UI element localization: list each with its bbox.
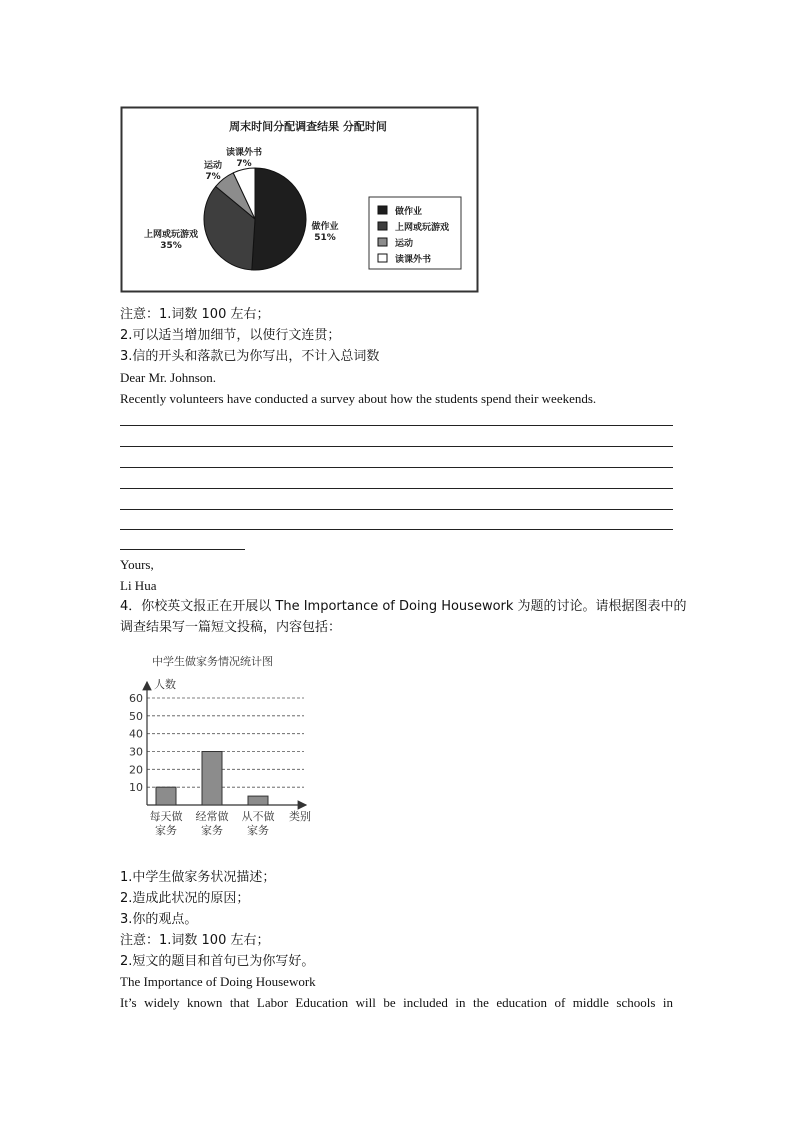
essay-first-sentence: It’s widely known that Labor Education will be included in the education of middle schools in [120, 995, 673, 1010]
pie-label-sports: 运动 [203, 161, 223, 171]
pie-chart-figure [120, 106, 480, 296]
bar-chart-grid [147, 698, 304, 787]
writing-line [120, 425, 673, 426]
note-word-count-2: 注意：1.词数 100 左右； [120, 933, 270, 948]
y-tick-label: 50 [129, 709, 143, 723]
content-point-2: 2.造成此状况的原因； [120, 891, 250, 906]
writing-line [120, 446, 673, 447]
pie-label-homework-pct: 51% [314, 233, 336, 243]
x-category-label: 每天做 [149, 810, 183, 823]
legend-swatch-reading [378, 254, 387, 262]
writing-line [120, 529, 673, 530]
x-category-label: 家务 [201, 824, 223, 837]
writing-line-short [120, 549, 245, 550]
x-category-label: 经常做 [195, 810, 229, 823]
pie-legend [369, 197, 461, 269]
pie-label-reading: 读课外书 [225, 148, 263, 158]
pie-label-internet-pct: 35% [160, 241, 182, 251]
letter-salutation: Dear Mr. Johnson. [120, 370, 217, 385]
legend-swatch-sports [378, 238, 387, 246]
legend-swatch-homework [378, 206, 387, 214]
pie-slices [204, 168, 306, 270]
writing-line [120, 509, 673, 510]
legend-swatch-internet [378, 222, 387, 230]
x-category-label: 家务 [247, 824, 269, 837]
pie-label-sports-pct: 7% [205, 172, 221, 182]
legend-label-internet: 上网或玩游戏 [395, 223, 450, 233]
note-letter-format: 3.信的开头和落款已为你写出，不计入总词数 [120, 349, 380, 364]
content-point-3: 3.你的观点。 [120, 912, 198, 927]
bar-chart-title: 中学生做家务情况统计图 [152, 655, 273, 668]
y-tick-label: 40 [129, 727, 143, 741]
note-title-given: 2.短文的题目和首句已为你写好。 [120, 954, 315, 969]
writing-line [120, 467, 673, 468]
bar-chart-xlabel: 类别 [289, 810, 311, 823]
pie-label-reading-pct: 7% [236, 159, 252, 169]
bar-chart-categories [150, 809, 275, 837]
bar-chart-bars [156, 752, 268, 806]
content-point-1: 1.中学生做家务状况描述； [120, 870, 276, 885]
question-4-prompt: 4．你校英文报正在开展以 The Importance of Doing Housework 为题的讨论。请根据图表中的 [120, 599, 687, 614]
bar-3 [248, 796, 268, 805]
bar-chart-y-ticks [129, 692, 143, 794]
legend-label-sports: 运动 [395, 239, 414, 249]
note-add-details: 2.可以适当增加细节，以使行文连贯； [120, 328, 341, 343]
letter-closing: Yours, [120, 557, 154, 572]
letter-opening: Recently volunteers have conducted a survey about how the students spend their weekends. [120, 391, 597, 406]
writing-line [120, 488, 673, 489]
x-category-label: 家务 [155, 824, 177, 837]
bar-chart-figure [120, 650, 330, 845]
y-tick-label: 20 [129, 763, 143, 777]
bar-chart-ylabel: 人数 [154, 678, 176, 691]
question-4-prompt-cont: 调查结果写一篇短文投稿，内容包括： [120, 620, 342, 635]
legend-label-homework: 做作业 [395, 207, 423, 217]
legend-label-reading: 读课外书 [395, 255, 432, 265]
note-word-count: 注意：1.词数 100 左右； [120, 307, 270, 322]
y-tick-label: 10 [129, 781, 143, 795]
pie-label-internet: 上网或玩游戏 [143, 230, 199, 240]
bar-1 [156, 787, 176, 805]
pie-label-homework: 做作业 [311, 222, 339, 232]
letter-signature: Li Hua [120, 578, 157, 593]
y-tick-label: 30 [129, 745, 143, 759]
pie-chart-title: 周末时间分配调查结果 分配时间 [229, 120, 387, 133]
bar-2 [202, 752, 222, 806]
essay-title: The Importance of Doing Housework [120, 974, 316, 989]
x-category-label: 从不做 [241, 810, 275, 823]
y-tick-label: 60 [129, 692, 143, 705]
